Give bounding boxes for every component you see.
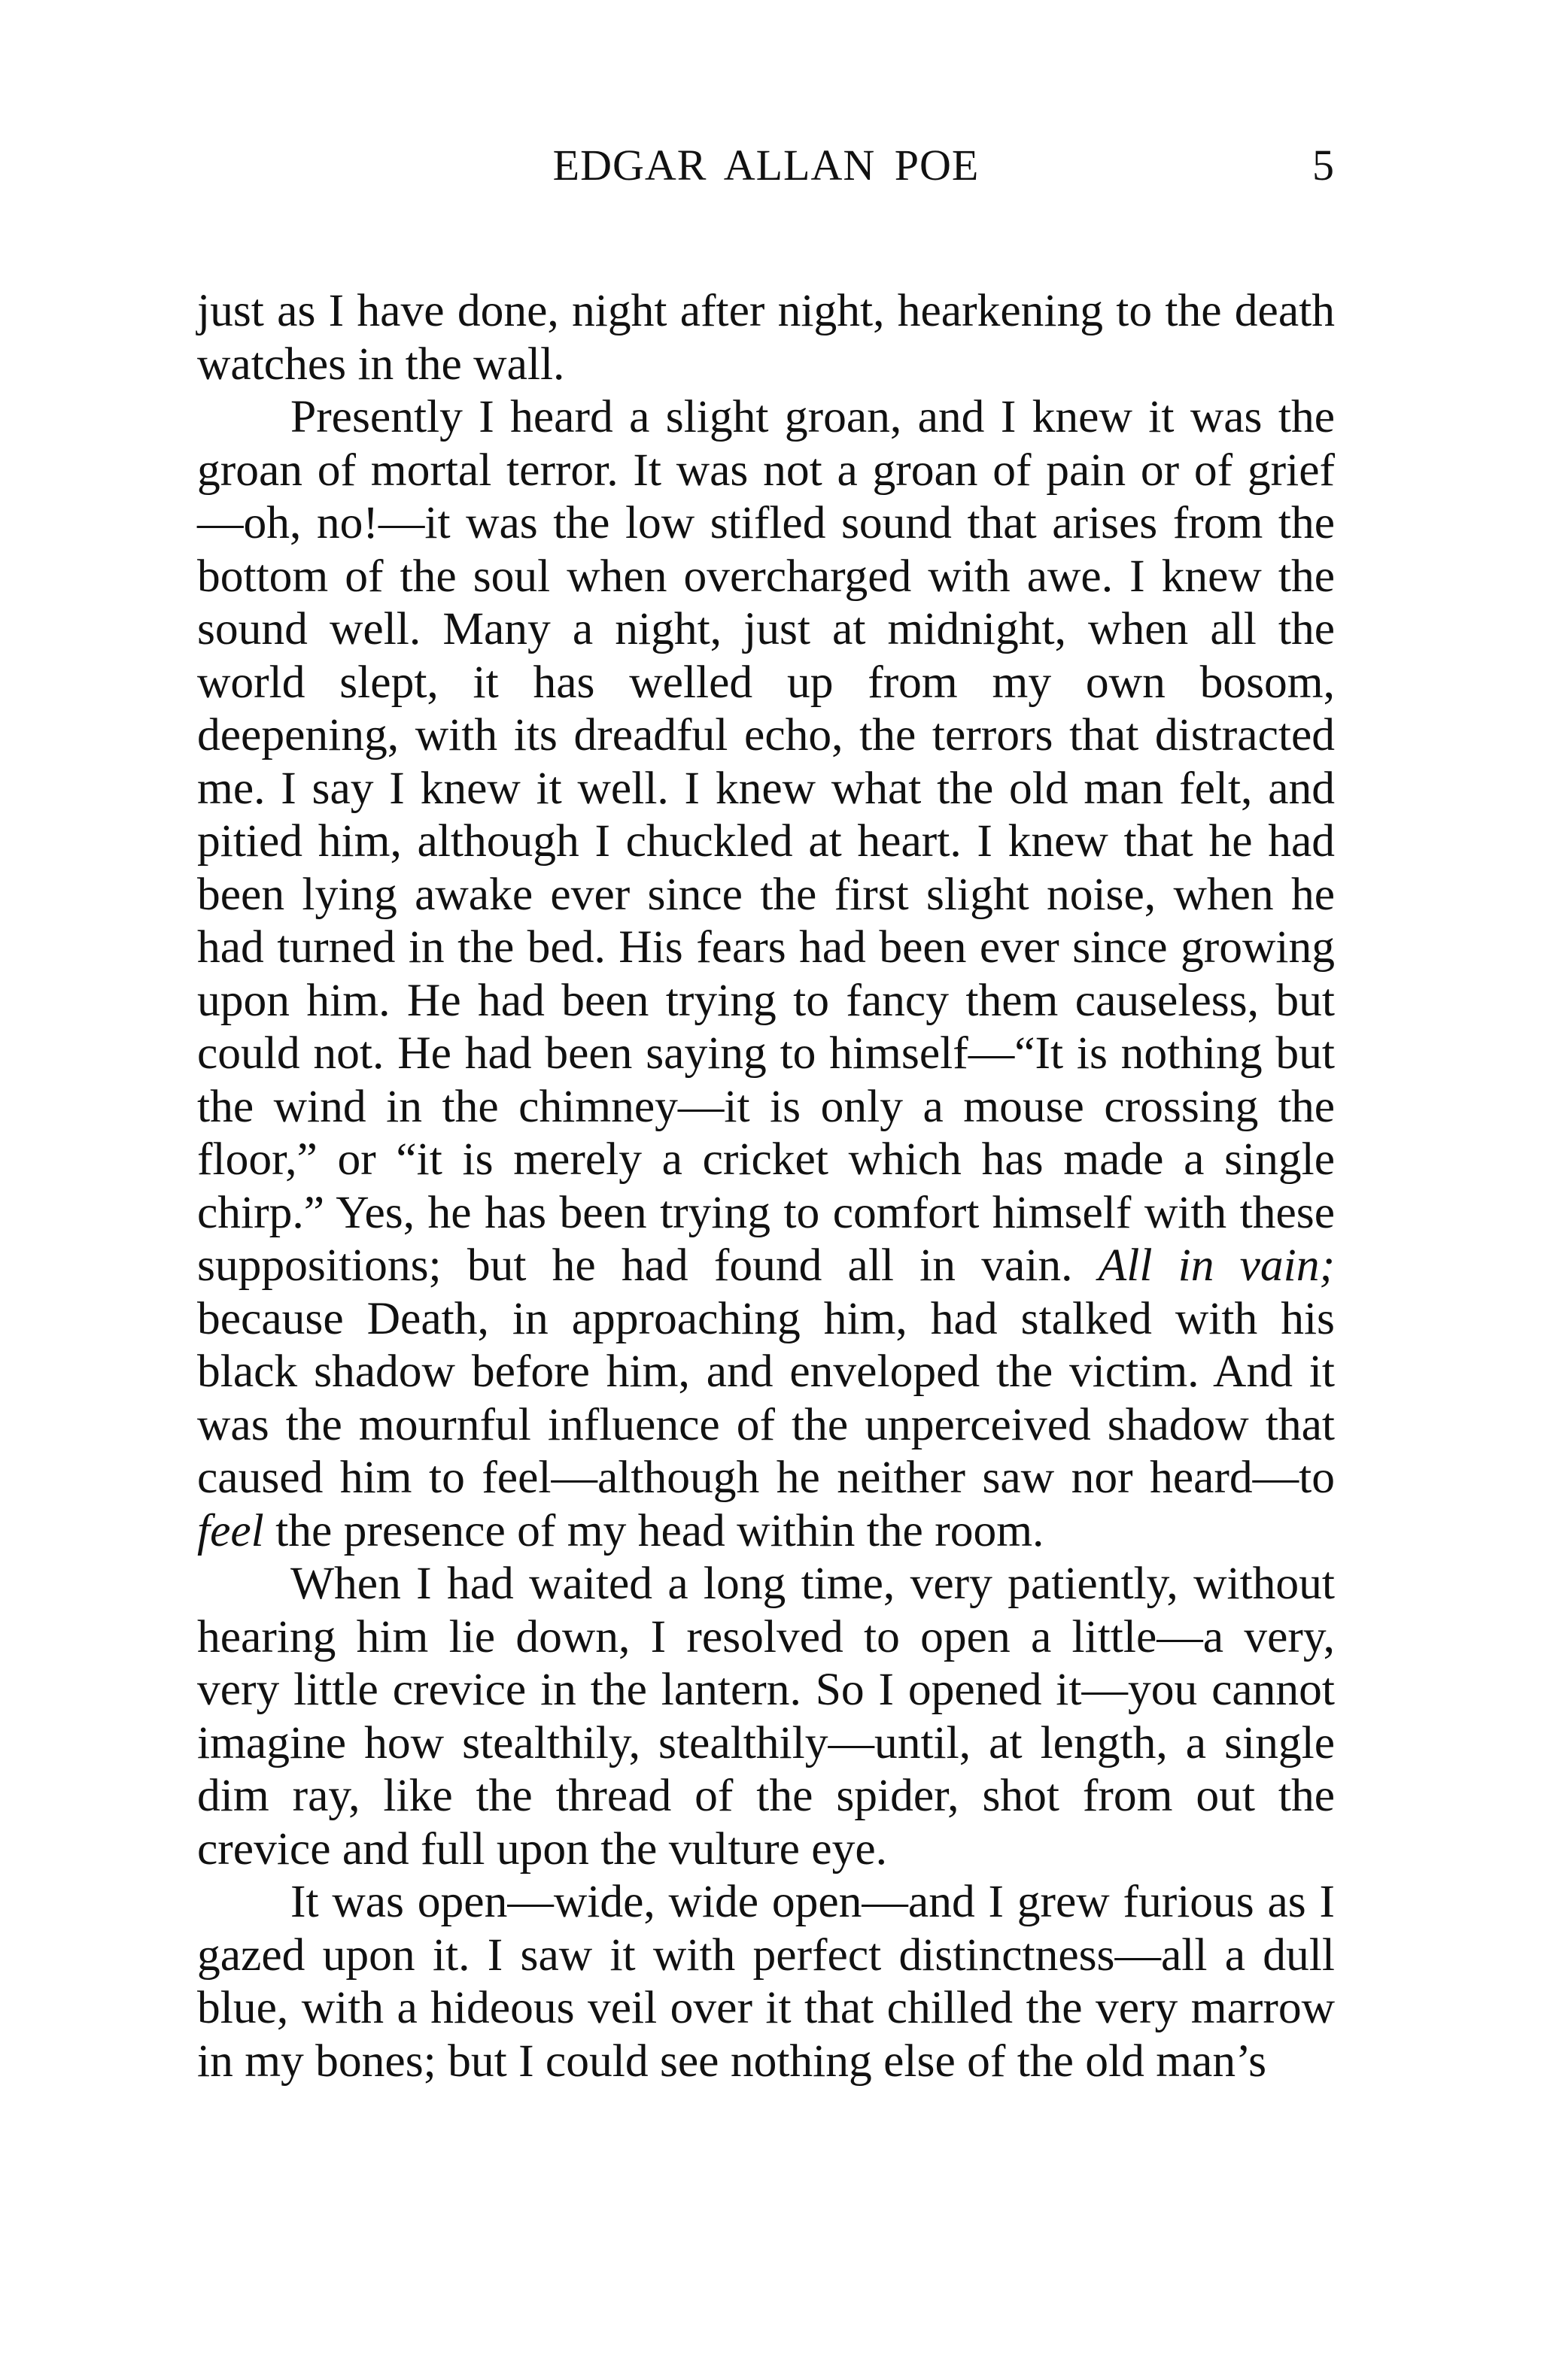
paragraph-2-text-continued: because Death, in approaching him, had stalked with his black shadow before him, and enveloped the victim. And it was the mournful influence of the unperceived shadow that caused him to feel—although he neither saw nor heard—to <box>197 1292 1335 1503</box>
paragraph-2-italic-phrase: All in vain; <box>1098 1240 1335 1291</box>
page-number: 5 <box>1312 141 1335 190</box>
book-page <box>197 135 1335 2087</box>
paragraph-3 <box>197 1557 1335 1875</box>
paragraph-4-text: It was open—wide, wide open—and I grew furious as I gazed upon it. I saw it with perfect distinctness—all a dull blue, with a hideous veil over it that chilled the very marrow in my bones; but I could see nothing else of the old man’s <box>197 1876 1335 2087</box>
paragraph-2-text: Presently I heard a slight groan, and I knew it was the groan of mortal terror. It was not a groan of pain or of grief—oh, no!—it was the low stifled sound that arises from the bottom of the soul when overcharged with awe. I knew the sound well. Many a night, just at midnight, when all the world slept, it has welled up from my own bosom, deepening, with its dreadful echo, the terrors that distracted me. I say I knew it well. I knew what the old man felt, and pitied him, although I chuckled at heart. I knew that he had been lying awake ever since the first slight noise, when he had turned in the bed. His fears had been ever since growing upon him. He had been trying to fancy them causeless, but could not. He had been saying to himself—“It is nothing but the wind in the chimney—it is only a mouse crossing the floor,” or “it is merely a cricket which has made a single chirp.” Yes, he has been trying to comfort himself with these suppositions; but he had found all in vain. <box>197 391 1335 1291</box>
paragraph-3-text: When I had waited a long time, very patiently, without hearing him lie down, I resolved to open a little—a very, very little crevice in the lantern. So I opened it—you cannot imagine how stealthily, stealthily—until, at length, a single dim ray, like the thread of the spider, shot from out the crevice and full upon the vulture eye. <box>197 1558 1335 1875</box>
paragraph-4 <box>197 1875 1335 2087</box>
paragraph-1 <box>197 284 1335 390</box>
running-head <box>197 135 1335 196</box>
paragraph-1-text: just as I have done, night after night, hearkening to the death watches in the wall. <box>197 285 1335 390</box>
running-title: EDGAR ALLAN POE <box>552 141 980 190</box>
paragraph-2 <box>197 390 1335 1557</box>
body-text <box>197 284 1335 2087</box>
paragraph-2-text-end: the presence of my head within the room. <box>275 1504 1044 1556</box>
paragraph-2-italic-word: feel <box>197 1504 264 1556</box>
